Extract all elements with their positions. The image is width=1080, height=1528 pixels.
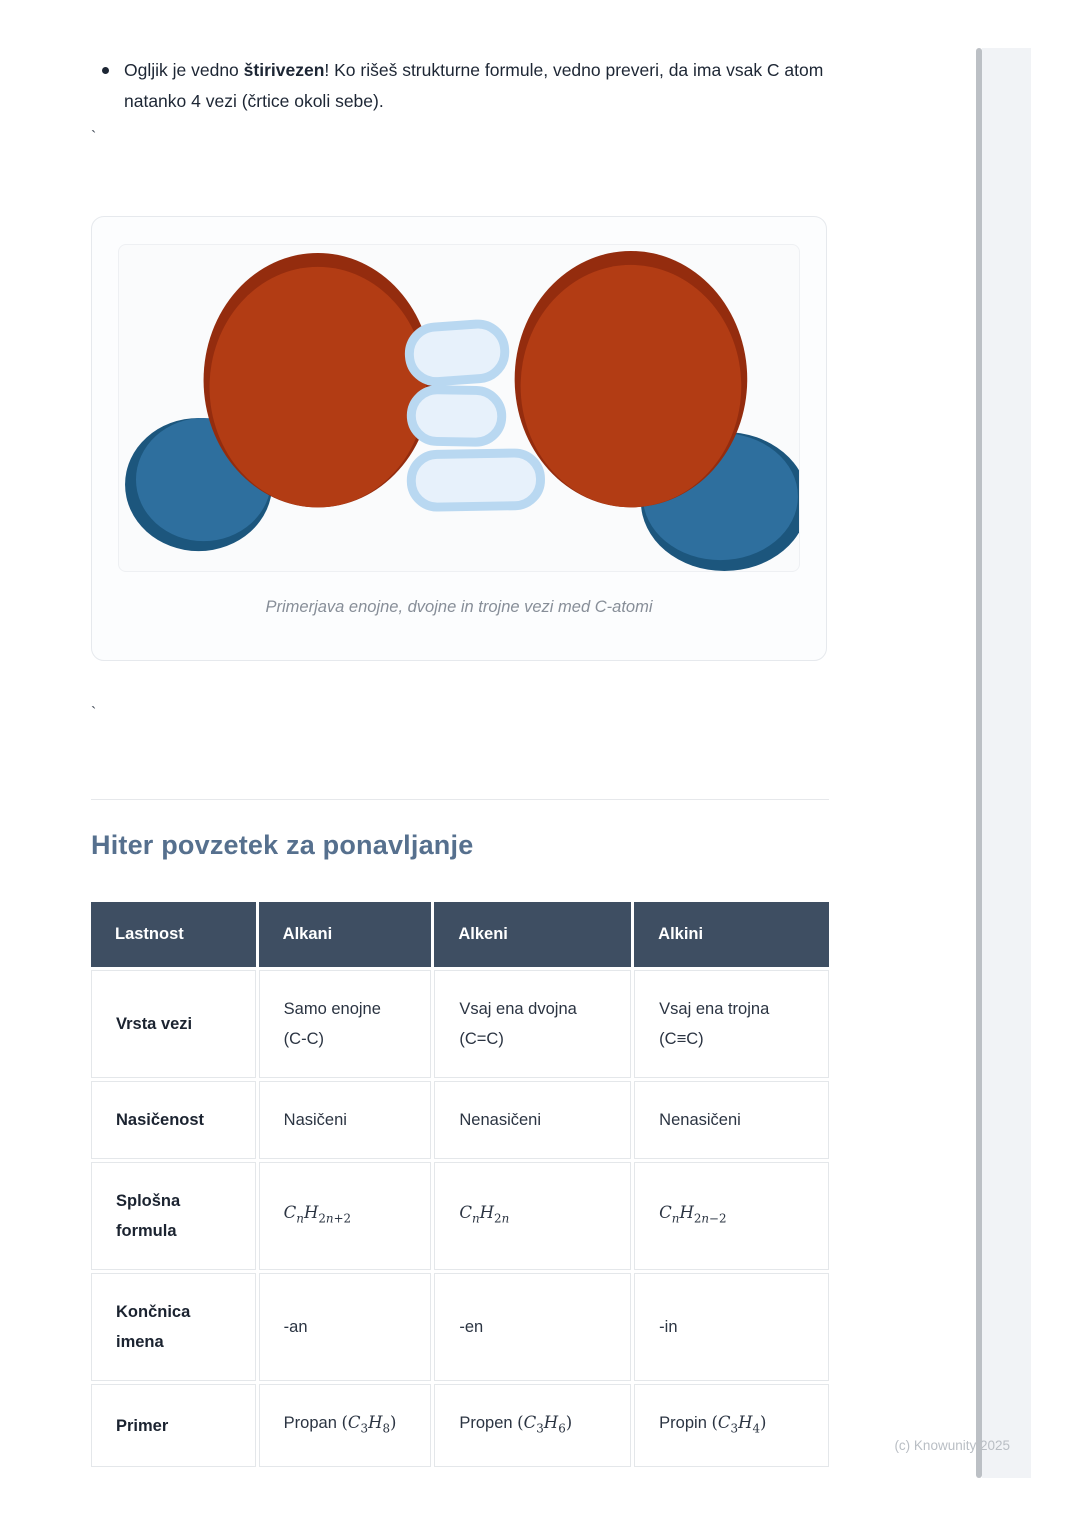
table-cell: -an <box>259 1273 432 1381</box>
table-cell-formula: Propin $(C_3H_4)$ <box>634 1384 829 1467</box>
table-cell: Nenasičeni <box>434 1081 631 1159</box>
bullet-text-bold: štirivezen <box>243 60 325 80</box>
table-cell-formula: $C_nH_{2n}$ <box>434 1162 631 1270</box>
table-cell: -en <box>434 1273 631 1381</box>
molecule-svg <box>119 245 799 571</box>
table-cell: Samo enojne (C-C) <box>259 970 432 1078</box>
table-row <box>91 1081 829 1159</box>
table-row <box>91 1162 829 1270</box>
scrollbar-thumb[interactable] <box>976 48 982 1478</box>
bond-double <box>411 389 502 442</box>
carbon-atom-left <box>204 253 433 507</box>
table-cell: -in <box>634 1273 829 1381</box>
col-header-alkini: Alkini <box>634 902 829 967</box>
col-header-alkeni: Alkeni <box>434 902 631 967</box>
table-cell: Vsaj ena dvojna (C=C) <box>434 970 631 1078</box>
row-label: Vrsta vezi <box>91 970 256 1078</box>
bond-triple <box>411 453 541 508</box>
table-cell-formula: $C_nH_{2n-2}$ <box>634 1162 829 1270</box>
bond-single <box>408 322 507 383</box>
figure-caption: Primerjava enojne, dvojne in trojne vezi med C-atomi <box>265 598 653 616</box>
copyright-watermark: (c) Knowunity 2025 <box>894 1438 1010 1453</box>
col-header-lastnost: Lastnost <box>91 902 256 967</box>
section-divider <box>91 799 829 800</box>
summary-table <box>88 899 832 1470</box>
bullet-text-post: ! Ko rišeš strukturne formule, vedno preveri, da ima vsak C atom natanko 4 vezi (črtice okoli sebe). <box>124 60 824 111</box>
scrollbar-track[interactable] <box>982 48 1031 1478</box>
table-row <box>91 1273 829 1381</box>
bullet-item <box>91 55 829 117</box>
row-label: Splošna formula <box>91 1162 256 1270</box>
row-label: Končnica imena <box>91 1273 256 1381</box>
table-cell: Nenasičeni <box>634 1081 829 1159</box>
table-cell: Vsaj ena trojna (C≡C) <box>634 970 829 1078</box>
table-row <box>91 1384 829 1467</box>
bullet-text-pre: Ogljik je vedno <box>124 60 244 80</box>
stray-backtick: ` <box>91 129 97 146</box>
stray-backtick: ` <box>91 705 97 722</box>
document-page <box>91 0 829 1470</box>
carbon-atom-right <box>515 251 748 507</box>
row-label: Nasičenost <box>91 1081 256 1159</box>
section-heading: Hiter povzetek za ponavljanje <box>91 830 474 860</box>
molecule-illustration <box>118 244 800 572</box>
table-cell-formula: Propen $(C_3H_6)$ <box>434 1384 631 1467</box>
table-row <box>91 970 829 1078</box>
table-cell: Nasičeni <box>259 1081 432 1159</box>
col-header-alkani: Alkani <box>259 902 432 967</box>
table-header-row <box>91 902 829 967</box>
bullet-marker-icon <box>102 67 109 74</box>
table-cell-formula: Propan $(C_3H_8)$ <box>259 1384 432 1467</box>
table-cell-formula: $C_nH_{2n+2}$ <box>259 1162 432 1270</box>
row-label: Primer <box>91 1384 256 1467</box>
figure-card <box>91 216 827 661</box>
